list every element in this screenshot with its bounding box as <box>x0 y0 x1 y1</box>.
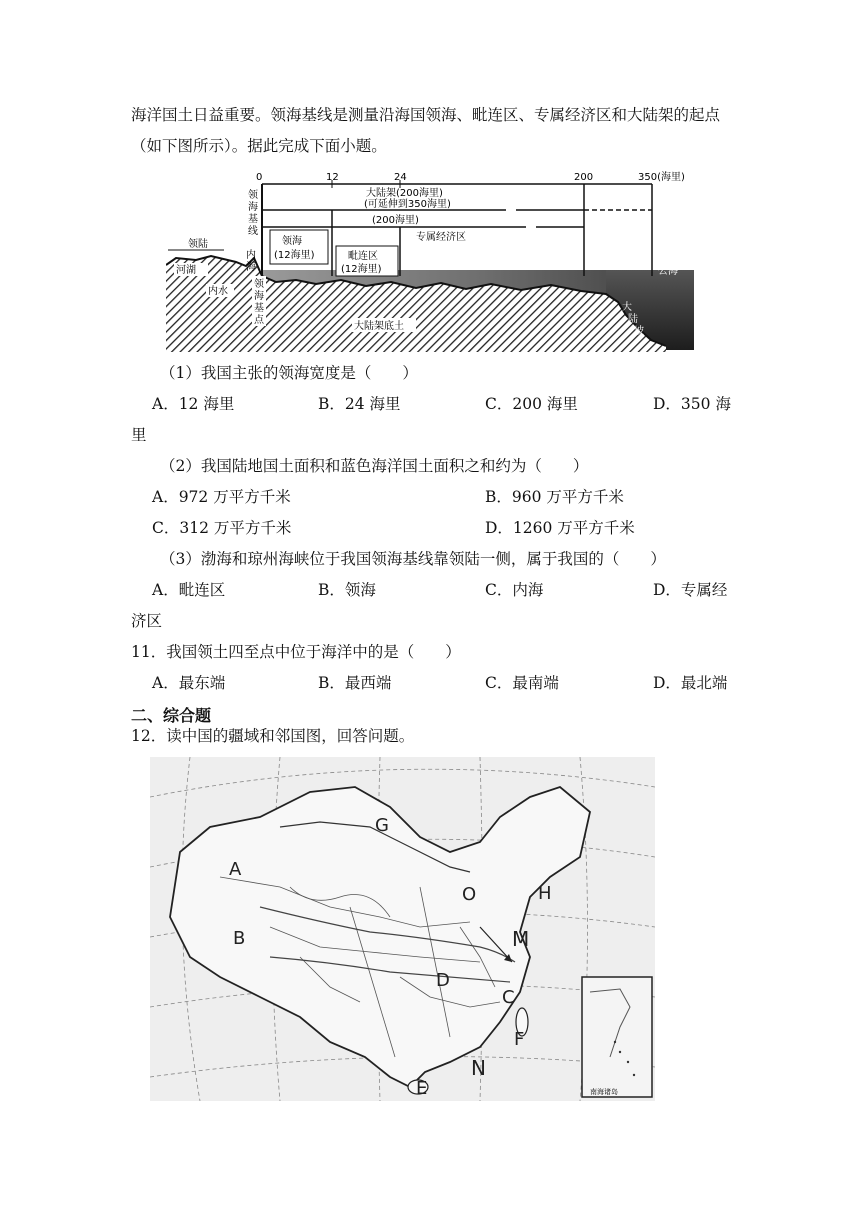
map-label-d: D <box>436 970 450 991</box>
q2-option-d[interactable]: D．1260 万平方千米 <box>485 519 635 537</box>
q11-option-c[interactable]: C．最南端 <box>485 674 559 692</box>
contiguous-label-1: 毗连区 <box>348 251 378 262</box>
eez-label-2: 专属经济区 <box>416 232 466 243</box>
eez-label-1: (200海里) <box>372 215 419 226</box>
q2-option-c[interactable]: C．312 万平方千米 <box>152 519 292 537</box>
q11-stem: 11．我国领土四至点中位于海洋中的是（ ） <box>131 643 461 661</box>
q3-option-d[interactable]: D．专属经 <box>653 581 728 599</box>
map-label-n: N <box>471 1056 486 1080</box>
q11-option-a[interactable]: A．最东端 <box>152 674 226 692</box>
svg-text:海: 海 <box>254 291 264 302</box>
q2-option-b[interactable]: B．960 万平方千米 <box>485 488 624 506</box>
svg-text:大: 大 <box>622 302 632 313</box>
inner-sea-label <box>246 248 256 273</box>
intro-line-2: （如下图所示）。据此完成下面小题。 <box>131 137 387 155</box>
q1-option-b[interactable]: B．24 海里 <box>318 395 401 413</box>
q2-stem: （2）我国陆地国土面积和蓝色海洋国土面积之和约为（ ） <box>160 457 589 475</box>
high-seas-label: 公海 <box>658 266 678 277</box>
map-label-b: B <box>233 928 246 949</box>
q3-option-d-wrap: 济区 <box>131 612 163 630</box>
q1-option-d[interactable]: D．350 海 <box>653 395 731 413</box>
q3-option-b[interactable]: B．领海 <box>318 581 376 599</box>
map-label-a: A <box>229 859 242 880</box>
baseline-label <box>248 188 259 237</box>
svg-text:线: 线 <box>248 226 258 237</box>
q1-option-a[interactable]: A．12 海里 <box>152 395 235 413</box>
inner-water-label: 内水 <box>208 286 228 297</box>
axis-ticks <box>256 170 685 183</box>
intro-line-1: 海洋国土日益重要。领海基线是测量沿海国领海、毗连区、专属经济区和大陆架的起点 <box>131 106 721 124</box>
shelf-label-1: 大陆架(200海里) <box>366 188 443 199</box>
svg-text:海: 海 <box>248 202 258 213</box>
maritime-zones-diagram <box>166 170 694 352</box>
baseline-point-label <box>252 276 266 326</box>
q2-option-a[interactable]: A．972 万平方千米 <box>152 488 291 506</box>
land-label: 领陆 <box>188 239 208 250</box>
q1-option-d-wrap: 里 <box>131 426 147 444</box>
territorial-sea-label-2: (12海里) <box>274 250 315 261</box>
shelf-label-2: (可延伸到350海里) <box>364 199 451 210</box>
q3-option-c[interactable]: C．内海 <box>485 581 544 599</box>
map-label-h: H <box>538 883 552 904</box>
q12-stem: 12．读中国的疆域和邻国图，回答问题。 <box>131 727 415 745</box>
tick-0: 0 <box>256 172 263 183</box>
map-label-c: C <box>502 987 515 1008</box>
river-label: 河湖 <box>176 265 196 276</box>
q3-option-a[interactable]: A．毗连区 <box>152 581 226 599</box>
svg-text:陆: 陆 <box>628 314 638 325</box>
svg-text:基: 基 <box>248 214 258 225</box>
q1-stem: （1）我国主张的领海宽度是（ ） <box>160 364 418 382</box>
inset-caption: 南海诸岛 <box>590 1088 618 1096</box>
svg-text:内: 内 <box>246 250 256 261</box>
map-label-m: M <box>512 927 530 951</box>
svg-text:基: 基 <box>254 303 264 314</box>
shelf-floor-label: 大陆架底土 <box>354 321 404 332</box>
tick-350: 350(海里) <box>638 172 685 183</box>
q11-option-b[interactable]: B．最西端 <box>318 674 392 692</box>
q1-option-c[interactable]: C．200 海里 <box>485 395 578 413</box>
svg-text:领: 领 <box>254 279 264 290</box>
q11-option-d[interactable]: D．最北端 <box>653 674 728 692</box>
china-map <box>150 757 655 1101</box>
svg-text:领: 领 <box>248 190 258 201</box>
tick-24: 24 <box>394 172 407 183</box>
q3-stem: （3）渤海和琼州海峡位于我国领海基线靠领陆一侧，属于我国的（ ） <box>160 550 666 568</box>
section-title: 二、综合题 <box>131 706 212 725</box>
map-label-o: O <box>462 884 477 905</box>
map-label-f: F <box>514 1029 525 1050</box>
contiguous-label-2: (12海里) <box>341 264 382 275</box>
tick-12: 12 <box>326 172 339 183</box>
svg-text:点: 点 <box>254 315 264 326</box>
map-label-e: E <box>416 1078 428 1099</box>
svg-text:海: 海 <box>246 262 256 273</box>
territorial-sea-label-1: 领海 <box>282 236 302 247</box>
map-label-g: G <box>375 815 389 836</box>
tick-200: 200 <box>574 172 594 183</box>
svg-text:坡: 坡 <box>634 326 644 337</box>
